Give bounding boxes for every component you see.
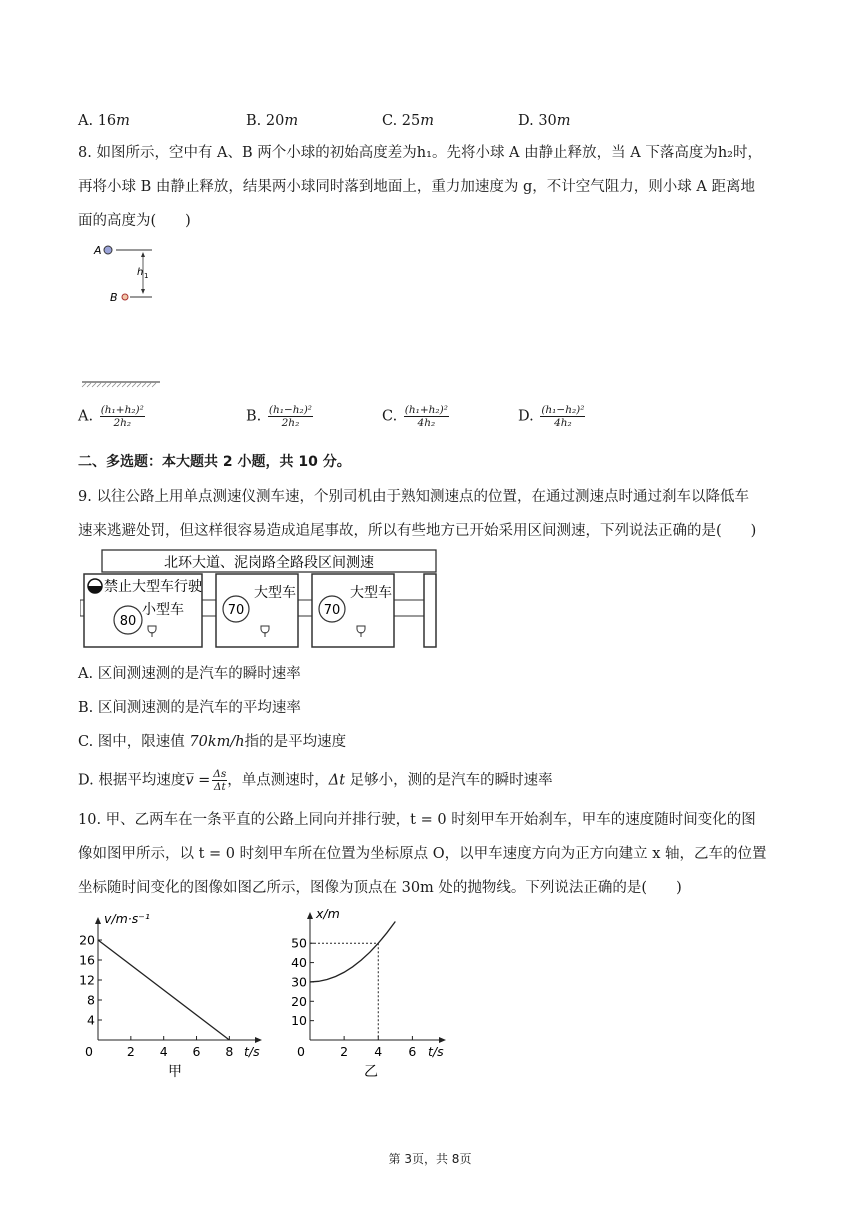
q7-option-a: A. 16m <box>78 113 130 129</box>
panel3-text: 大型车 <box>350 585 392 601</box>
q8-option-c: C. $\frac{\text{(h₁+h₂)²}}{\text{4h₂}}$ <box>382 404 448 429</box>
panel2-speed: 70 <box>227 603 245 618</box>
q9-option-b: B. 区间测速测的是汽车的平均速率 <box>78 700 301 716</box>
x-axis-label: t/s <box>428 1044 444 1059</box>
q8-line-1: 8. 如图所示，空中有 A、B 两个小球的初始高度差为h₁。先将小球 A 由静止释放，当 A 下落高度为h₂时， <box>78 145 762 161</box>
q8-option-b: B. $\frac{\text{(h₁−h₂)²}}{\text{2h₂}}$ <box>246 404 313 429</box>
y-tick-label: 4 <box>87 1012 95 1028</box>
y-tick-label: 30 <box>291 974 307 990</box>
chart-yi <box>280 905 460 1080</box>
q8-option-a: A. $\frac{\text{(h₁+h₂)²}}{\text{2h₂}}$ <box>78 404 144 429</box>
panel2-text: 大型车 <box>254 585 296 601</box>
q9-line-1: 9. 以往公路上用单点测速仪测车速，个别司机由于熟知测速点的位置，在通过测速点时通过刹车以降低车 <box>78 489 749 505</box>
panel1-speed: 80 <box>119 614 137 629</box>
y-axis-arrow <box>95 917 101 924</box>
q7-option-c: C. 25m <box>382 113 434 129</box>
chart-jia <box>70 905 270 1080</box>
q10-line-1: 10. 甲、乙两车在一条平直的公路上同向并排行驶，t = 0 时刻甲车开始刹车，甲车的速度随时间变化的图 <box>78 812 756 828</box>
panel1-text-1: 禁止大型车行驶 <box>104 579 202 595</box>
ball-b <box>122 294 128 300</box>
x-tick-label: 4 <box>374 1044 383 1059</box>
y-tick-label: 8 <box>87 992 95 1008</box>
ball-a <box>104 246 112 254</box>
h1-arrow-head-up <box>141 252 145 257</box>
x-tick-label: 0 <box>297 1044 305 1059</box>
x-tick-label: 6 <box>192 1044 201 1059</box>
x-axis-arrow <box>439 1037 446 1043</box>
q10-line-2: 像如图甲所示，以 t = 0 时刻甲车所在位置为坐标原点 O，以甲车速度方向为正方向建立 x 轴，乙车的位置 <box>78 846 767 862</box>
q9-line-2: 速来逃避处罚，但这样很容易造成追尾事故，所以有些地方已开始采用区间测速，下列说法正确的是( ) <box>78 523 757 539</box>
y-tick-label: 20 <box>79 932 95 948</box>
q8-line-3: 面的高度为( ) <box>78 213 191 229</box>
sign-right-post <box>424 574 436 647</box>
x-axis-label: t/s <box>244 1044 260 1059</box>
x-tick-label: 2 <box>126 1044 135 1059</box>
sign-title: 北环大道、泥岗路全路段区间测速 <box>164 555 374 571</box>
q8-option-d: D. $\frac{\text{(h₁−h₂)²}}{\text{4h₂}}$ <box>518 404 585 429</box>
label-a: A <box>94 244 102 257</box>
y-axis-arrow <box>307 912 313 919</box>
q8-line-2: 再将小球 B 由静止释放，结果两小球同时落到地面上，重力加速度为 g，不计空气阻力，则小球 A 距离地 <box>78 179 755 195</box>
x-tick-label: 0 <box>85 1044 93 1059</box>
x-tick-label: 8 <box>225 1044 234 1059</box>
label-h-sub: 1 <box>144 272 149 280</box>
q9-option-c: C. 图中，限速值 70km/h指的是平均速度 <box>78 734 347 750</box>
label-h: h <box>137 267 144 278</box>
y-tick-label: 12 <box>79 972 95 988</box>
x-axis-arrow <box>255 1037 262 1043</box>
chart-title: 乙 <box>364 1064 378 1080</box>
x-tick-label: 6 <box>408 1044 417 1059</box>
ground-hatching <box>82 383 156 387</box>
panel1-text-2: 小型车 <box>142 602 184 618</box>
x-tick-label: 2 <box>340 1044 349 1059</box>
q9-option-d: D. 根据平均速度v̅ = $\frac{\Delta s}{\Delta t}$ ，单点测速时，Δt 足够小，测的是汽车的瞬时速率 <box>78 768 553 793</box>
y-axis-label: v/m·s⁻¹ <box>104 911 150 926</box>
y-tick-label: 16 <box>79 952 95 968</box>
y-tick-label: 50 <box>291 935 307 951</box>
q7-option-b: B. 20m <box>246 113 299 129</box>
x-tick-label: 4 <box>159 1044 168 1059</box>
label-b: B <box>110 291 118 304</box>
series-line <box>310 921 395 981</box>
section-heading: 二、多选题：本大题共 2 小题，共 10 分。 <box>78 454 351 470</box>
q8-figure <box>80 238 180 393</box>
y-tick-label: 20 <box>291 993 307 1009</box>
series-line <box>98 940 229 1040</box>
q10-line-3: 坐标随时间变化的图像如图乙所示，图像为顶点在 30m 处的抛物线。下列说法正确的是( ) <box>78 880 682 896</box>
page-footer: 第 3页，共 8页 <box>388 1152 472 1166</box>
h1-arrow-head-down <box>141 289 145 294</box>
chart-title: 甲 <box>168 1064 182 1080</box>
q9-option-a: A. 区间测速测的是汽车的瞬时速率 <box>78 666 301 682</box>
y-tick-label: 40 <box>291 955 307 971</box>
q7-option-d: D. 30m <box>518 113 571 129</box>
y-axis-label: x/m <box>316 906 340 921</box>
q9-sign-figure <box>80 548 442 650</box>
panel3-speed: 70 <box>323 603 341 618</box>
y-tick-label: 10 <box>291 1013 307 1029</box>
